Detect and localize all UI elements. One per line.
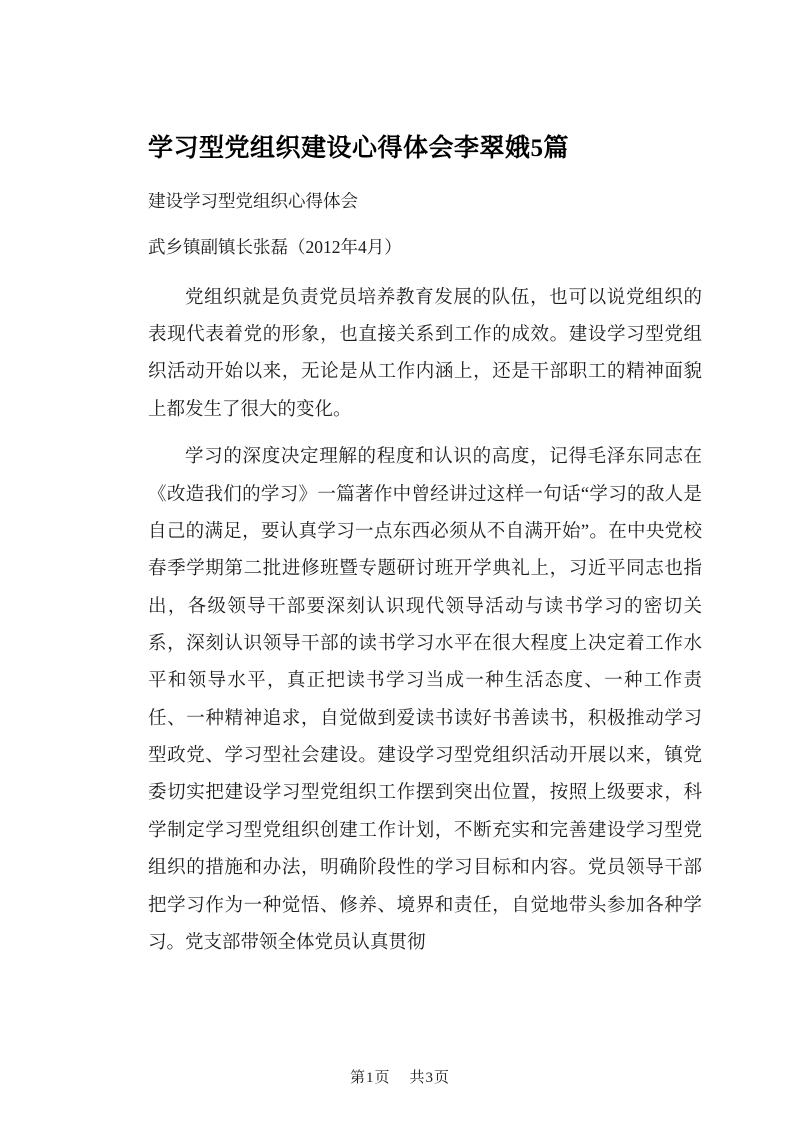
spacer <box>148 220 702 230</box>
page-title: 学习型党组织建设心得体会李翠娥5篇 <box>148 135 570 162</box>
subtitle-line-1: 建设学习型党组织心得体会 <box>148 190 358 211</box>
page-footer <box>0 1066 800 1087</box>
body-paragraph-2: 学习的深度决定理解的程度和认识的高度，记得毛泽东同志在《改造我们的学习》一篇著作中曾经讲过这样一句话“学习的敌人是自己的满足，要认真学习一点东西必须从不自满开始”。在中央党校春季学期第二批进修班暨专题研讨班开学典礼上，习近平同志也指出，各级领导干部要深刻认识现代领导活动与读书学习的密切关系，深刻认识领导干部的读书学习水平在很大程度上决定着工作水平和领导水平，真正把读书学习当成一种生活态度、一种工作责任、一种精神追求，自觉做到爱读书读好书善读书，积极推动学习型政党、学习型社会建设。建设学习型党组织活动开展以来，镇党委切实把建设学习型党组织工作摆到突出位置，按照上级要求，科学制定学习型党组织创建工作计划，不断充实和完善建设学习型党组织的措施和办法，明确阶段性的学习目标和内容。党员领导干部把学习作为一种觉悟、修养、境界和责任，自觉地带头参加各种学习。党支部带领全体党员认真贯彻 <box>148 447 702 953</box>
spacer <box>148 266 702 280</box>
footer-total-pages: 共3页 <box>409 1070 451 1086</box>
footer-separator <box>395 1070 405 1087</box>
spacer <box>148 429 702 439</box>
subtitle-line-2: 武乡镇副镇长张磊（2012年4月） <box>148 236 402 257</box>
footer-current-page: 第1页 <box>349 1070 391 1086</box>
body-paragraph-1: 党组织就是负责党员培养教育发展的队伍，也可以说党组织的表现代表着党的形象，也直接关系到工作的成效。建设学习型党组织活动开始以来，无论是从工作内涵上，还是干部职工的精神面貌上都发生了很大的变化。 <box>148 287 702 420</box>
